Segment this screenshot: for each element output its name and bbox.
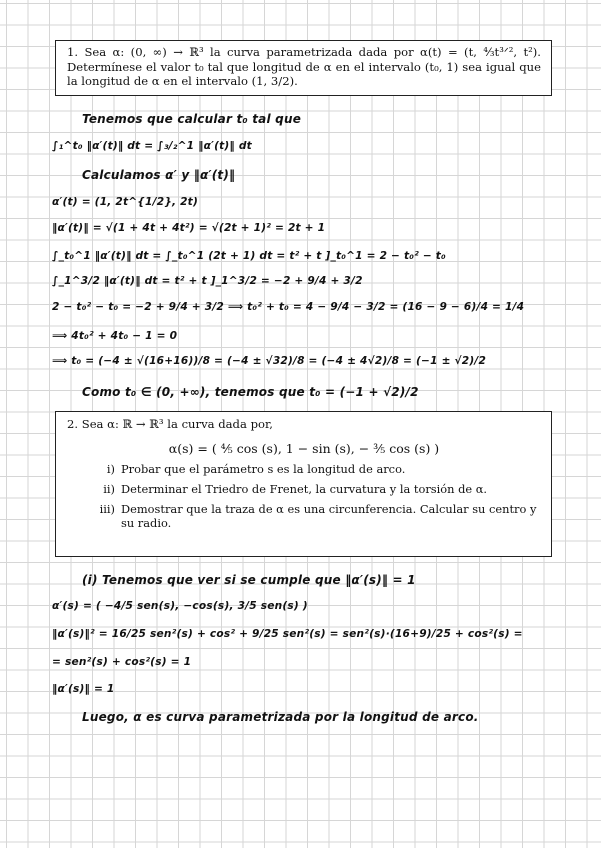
item-text: Determinar el Triedro de Frenet, la curvatura y la torsión de α. bbox=[121, 481, 488, 496]
item-number: ii) bbox=[103, 481, 115, 496]
solution-1-line-6: ∫_t₀^1 ‖α′(t)‖ dt = ∫_t₀^1 (2t + 1) dt = t² + t ]_t₀^1 = 2 − t₀² − t₀ bbox=[52, 250, 446, 262]
problem-1-text: Sea α: (0, ∞) → ℝ³ la curva parametrizada dada por α(t) = (t, ⁴⁄₃t³ᐟ², t²). Determínese el valor t₀ tal que longitud de α en el intervalo (t₀, 1) sea igual que la longitud de α en el intervalo (1, 3/2). bbox=[67, 45, 541, 89]
solution-1-line-10: ⟹ t₀ = (−4 ± √(16+16))/8 = (−4 ± √32)/8 = (−4 ± 4√2)/8 = (−1 ± √2)/2 bbox=[52, 355, 487, 367]
solution-2-line-6: Luego, α es curva parametrizada por la longitud de arco. bbox=[82, 710, 479, 724]
solution-1-line-7: ∫_1^3/2 ‖α′(t)‖ dt = t² + t ]_1^3/2 = −2 + 9/4 + 3/2 bbox=[52, 275, 363, 287]
solution-1-line-11: Como t₀ ∈ (0, +∞), tenemos que t₀ = (−1 + √2)/2 bbox=[82, 385, 419, 399]
solution-2-line-2: α′(s) = ( −4/5 sen(s), −cos(s), 3/5 sen(s) ) bbox=[52, 600, 308, 612]
solution-1-line-2: ∫₁^t₀ ‖α′(t)‖ dt = ∫₃/₂^1 ‖α′(t)‖ dt bbox=[52, 140, 252, 152]
solution-1-line-9: ⟹ 4t₀² + 4t₀ − 1 = 0 bbox=[52, 330, 178, 342]
solution-1-line-3: Calculamos α′ y ‖α′(t)‖ bbox=[82, 168, 236, 182]
solution-1-line-1: Tenemos que calcular t₀ tal que bbox=[82, 112, 302, 126]
problem-2-number: 2. bbox=[67, 417, 79, 431]
problem-2-formula: α(s) = ( ⁴⁄₅ cos (s), 1 − sin (s), − ³⁄₅ cos (s) ) bbox=[168, 440, 440, 456]
problem-1-number: 1. bbox=[67, 45, 79, 59]
solution-2-line-1: (i) Tenemos que ver si se cumple que ‖α′(s)‖ = 1 bbox=[82, 573, 416, 587]
solution-1-line-8: 2 − t₀² − t₀ = −2 + 9/4 + 3/2 ⟹ t₀² + t₀ = 4 − 9/4 − 3/2 = (16 − 9 − 6)/4 = 1/4 bbox=[52, 301, 525, 313]
solution-2-line-5: ‖α′(s)‖ = 1 bbox=[52, 683, 115, 695]
problem-2-item-ii bbox=[85, 482, 541, 496]
problem-2-item-i bbox=[85, 462, 541, 476]
item-text: Probar que el parámetro s es la longitud de arco. bbox=[121, 461, 406, 476]
problem-1-statement bbox=[67, 45, 541, 89]
problem-1-box bbox=[55, 40, 552, 96]
item-number: i) bbox=[106, 461, 115, 476]
item-text: Demostrar que la traza de α es una circunferencia. Calcular su centro y su radio. bbox=[121, 501, 537, 530]
solution-1-line-5: ‖α′(t)‖ = √(1 + 4t + 4t²) = √(2t + 1)² = 2t + 1 bbox=[52, 222, 326, 234]
problem-2-items bbox=[85, 462, 541, 530]
solution-1-line-4: α′(t) = (1, 2t^{1/2}, 2t) bbox=[52, 196, 198, 208]
problem-2-item-iii bbox=[85, 502, 541, 530]
problem-2-box bbox=[55, 411, 552, 557]
problem-2-intro: Sea α: ℝ → ℝ³ la curva dada por, bbox=[81, 417, 273, 431]
solution-2-line-3: ‖α′(s)‖² = 16/25 sen²(s) + cos² + 9/25 sen²(s) = sen²(s)·(16+9)/25 + cos²(s) = bbox=[52, 628, 523, 640]
problem-2-intro-line bbox=[67, 417, 541, 432]
solution-2-line-4: = sen²(s) + cos²(s) = 1 bbox=[52, 656, 192, 668]
item-number: iii) bbox=[99, 501, 115, 516]
